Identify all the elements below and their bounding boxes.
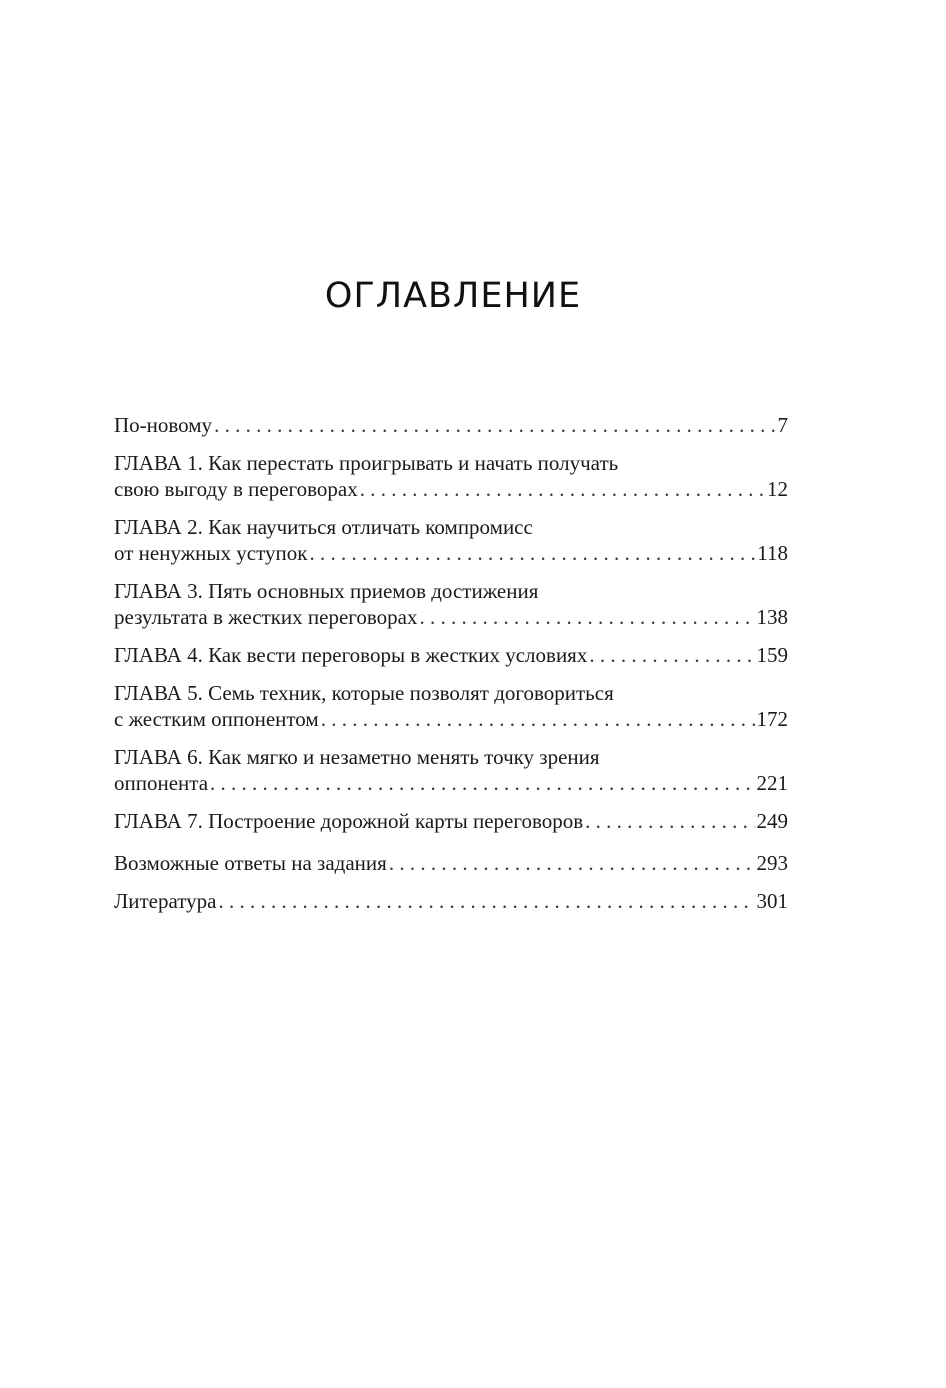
page-title: ОГЛАВЛЕНИЕ <box>324 276 582 316</box>
toc-entry-title-line1: ГЛАВА 1. Как перестать проигрывать и начать получать <box>114 451 619 475</box>
toc-line <box>114 412 788 438</box>
toc-entry-title-line1: ГЛАВА 5. Семь техник, которые позволят договориться <box>114 681 614 705</box>
toc-page-number: 293 <box>756 851 788 875</box>
toc-entry-answers <box>114 850 788 876</box>
toc-entry-chapter-4 <box>114 642 788 668</box>
toc-entry-title: ГЛАВА 7. Построение дорожной карты переговоров <box>114 809 584 833</box>
dot-leader <box>419 604 754 630</box>
toc-page-number: 172 <box>756 707 788 731</box>
dot-leader <box>389 850 755 876</box>
toc-entry-literature <box>114 888 788 914</box>
toc-entry-title-line2: результата в жестких переговорах <box>114 605 418 629</box>
toc-entry-title-line1: ГЛАВА 2. Как научиться отличать компромисс <box>114 515 533 539</box>
toc-entry-chapter-5 <box>114 680 788 732</box>
toc-entry-chapter-3 <box>114 578 788 630</box>
toc-entry-chapter-1 <box>114 450 788 502</box>
toc-page-number: 221 <box>756 771 788 795</box>
dot-leader <box>585 808 754 834</box>
toc-line <box>114 540 788 566</box>
toc-page-number: 159 <box>756 643 788 667</box>
toc-entry-title: ГЛАВА 4. Как вести переговоры в жестких условиях <box>114 643 588 667</box>
dot-leader <box>309 540 755 566</box>
dot-leader <box>321 706 755 732</box>
toc-line <box>114 850 788 876</box>
toc-entry-chapter-2 <box>114 514 788 566</box>
toc-page-number: 118 <box>757 541 788 565</box>
toc-page-number: 249 <box>756 809 788 833</box>
toc-line <box>114 476 788 502</box>
toc-line <box>114 642 788 668</box>
toc-line <box>114 604 788 630</box>
toc-line <box>114 770 788 796</box>
dot-leader <box>218 888 754 914</box>
table-of-contents <box>114 412 788 926</box>
toc-entry-title-line2: свою выгоду в переговорах <box>114 477 358 501</box>
dot-leader <box>214 412 775 438</box>
toc-entry-title: По-новому <box>114 413 213 437</box>
toc-line <box>114 888 788 914</box>
toc-line <box>114 706 788 732</box>
toc-entry-title-line2: оппонента <box>114 771 209 795</box>
toc-entry-title-line1: ГЛАВА 6. Как мягко и незаметно менять точку зрения <box>114 745 600 769</box>
toc-entry-intro <box>114 412 788 438</box>
toc-page-number: 138 <box>756 605 788 629</box>
toc-entry-title-line2: от ненужных уступок <box>114 541 308 565</box>
dot-leader <box>360 476 765 502</box>
toc-page-number: 301 <box>756 889 788 913</box>
toc-entry-title: Литература <box>114 889 217 913</box>
dot-leader <box>210 770 754 796</box>
toc-entry-title-line1: ГЛАВА 3. Пять основных приемов достижения <box>114 579 539 603</box>
toc-page-number: 7 <box>777 413 788 437</box>
dot-leader <box>589 642 754 668</box>
toc-line <box>114 808 788 834</box>
toc-page-number: 12 <box>767 477 788 501</box>
toc-entry-title-line2: с жестким оппонентом <box>114 707 319 731</box>
toc-entry-chapter-7 <box>114 808 788 834</box>
toc-entry-title: Возможные ответы на задания <box>114 851 387 875</box>
toc-entry-chapter-6 <box>114 744 788 796</box>
